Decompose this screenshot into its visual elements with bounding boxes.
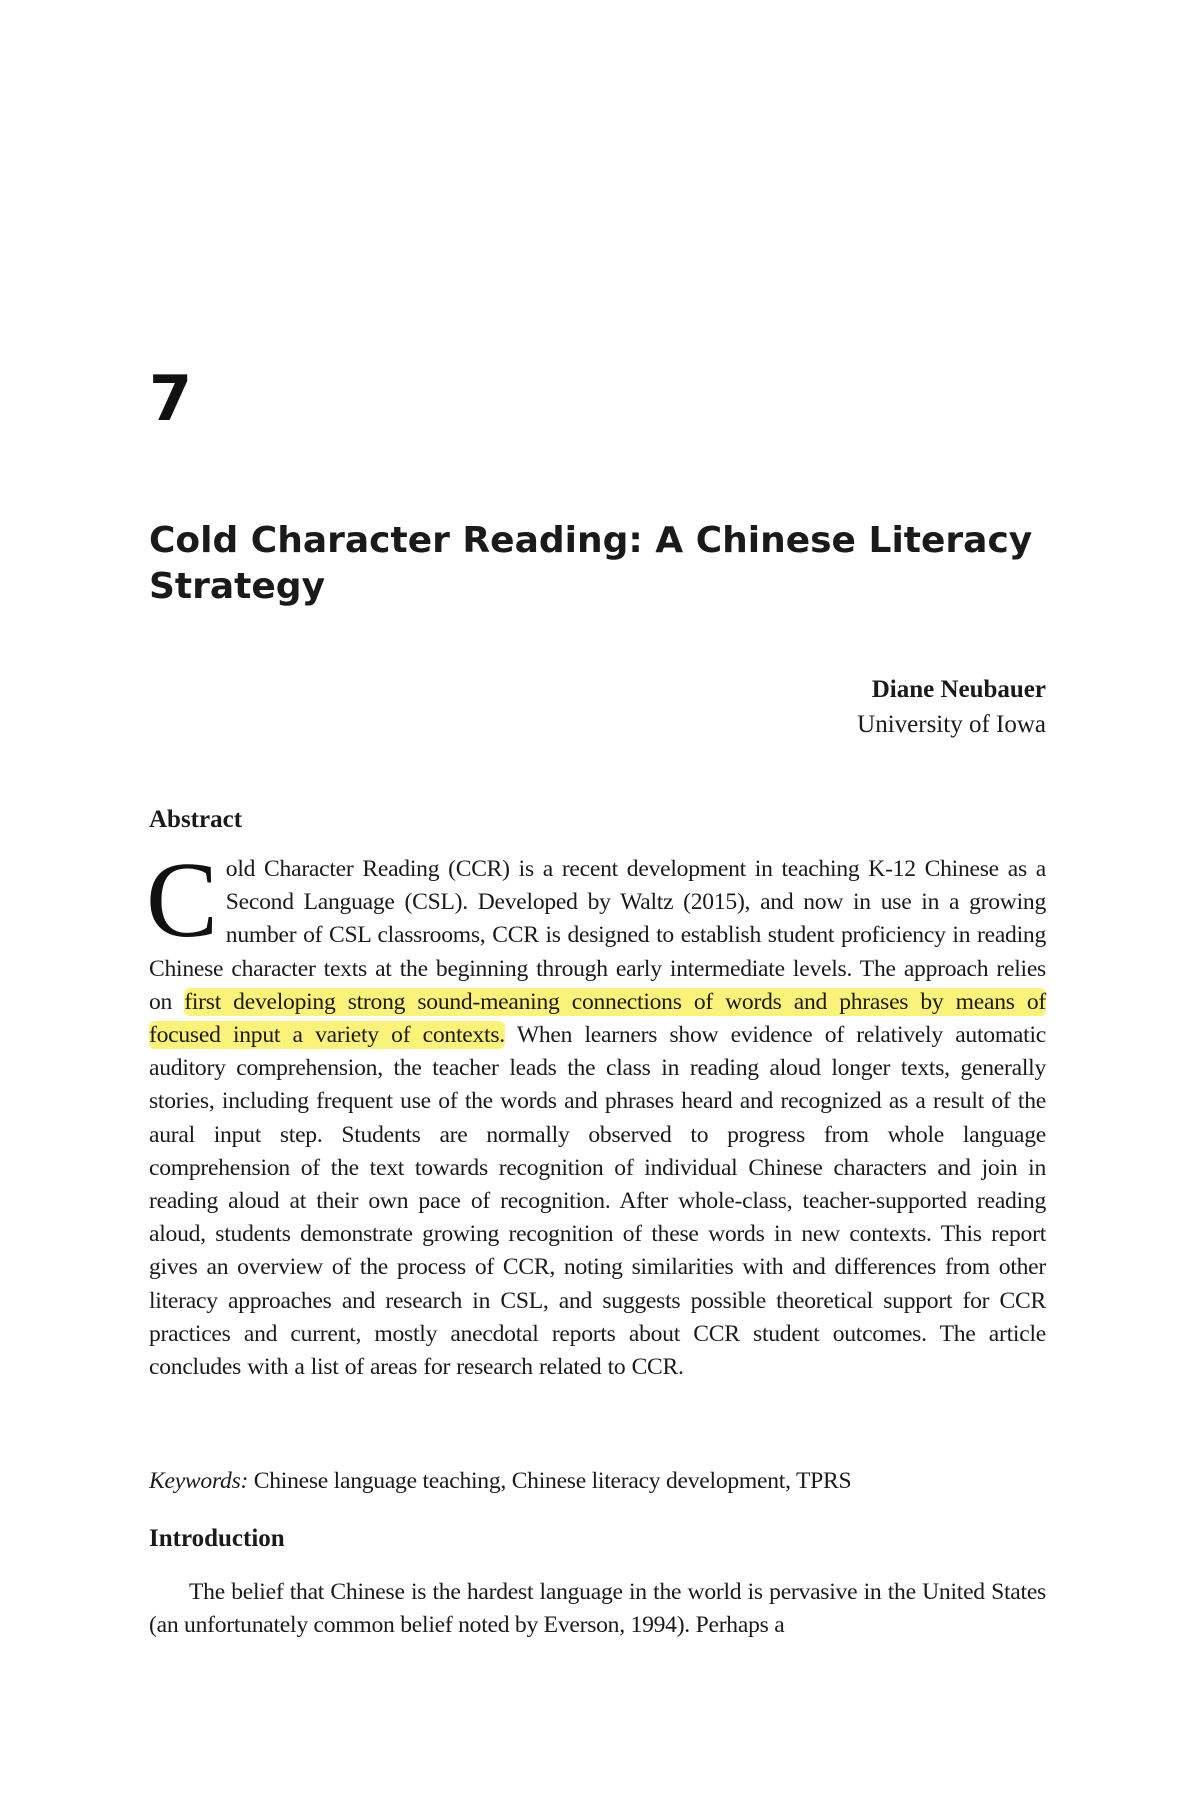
drop-cap: C: [146, 841, 218, 960]
abstract-text-before-highlight: old Character Reading (CCR) is a recent development in teaching K-12 Chinese as a Second Language (CSL). Developed by Waltz (2015), and now in use in a growing number of CSL classrooms, CCR is designed to establish student proficiency in reading Chinese character texts at the beginning through early intermediate levels. The approach relies on: [149, 856, 1046, 1015]
document-page: [146, 0, 1046, 1800]
keywords-line: [149, 1465, 1046, 1498]
introduction-heading: Introduction: [149, 1525, 285, 1552]
highlighted-passage[interactable]: first developing strong sound-meaning connections of words and phrases by means of focused input a variety of contexts.: [149, 988, 1046, 1049]
keywords-label: Keywords:: [149, 1468, 249, 1494]
abstract-body[interactable]: [146, 841, 1046, 1384]
abstract-text-after-highlight: When learners show evidence of relatively automatic auditory comprehension, the teacher leads the class in reading aloud longer texts, generally stories, including frequent use of the words and phrases heard and recognized as a result of the aural input step. Students are normally observed to progress from whole language comprehension of the text towards recognition of individual Chinese characters and join in reading aloud at their own pace of recognition. After whole-class, teacher-supported reading aloud, students demonstrate growing recognition of these words in new contexts. This report gives an overview of the process of CCR, noting similarities with and differences from other literacy approaches and research in CSL, and suggests possible theoretical support for CCR practices and current, mostly anecdotal reports about CCR student outcomes. The article concludes with a list of areas for research related to CCR.: [149, 1022, 1046, 1381]
introduction-body[interactable]: The belief that Chinese is the hardest language in the world is pervasive in the United States (an unfortunately common belief noted by Everson, 1994). Perhaps a: [149, 1579, 1046, 1639]
author-block: [857, 672, 1046, 742]
chapter-number: 7: [149, 362, 193, 435]
author-affiliation: University of Iowa: [857, 711, 1046, 738]
keywords-text: Chinese language teaching, Chinese literacy development, TPRS: [248, 1468, 852, 1494]
abstract-heading: Abstract: [149, 806, 243, 833]
author-name: Diane Neubauer: [871, 676, 1046, 703]
chapter-title: Cold Character Reading: A Chinese Literacy Strategy: [149, 520, 1033, 607]
